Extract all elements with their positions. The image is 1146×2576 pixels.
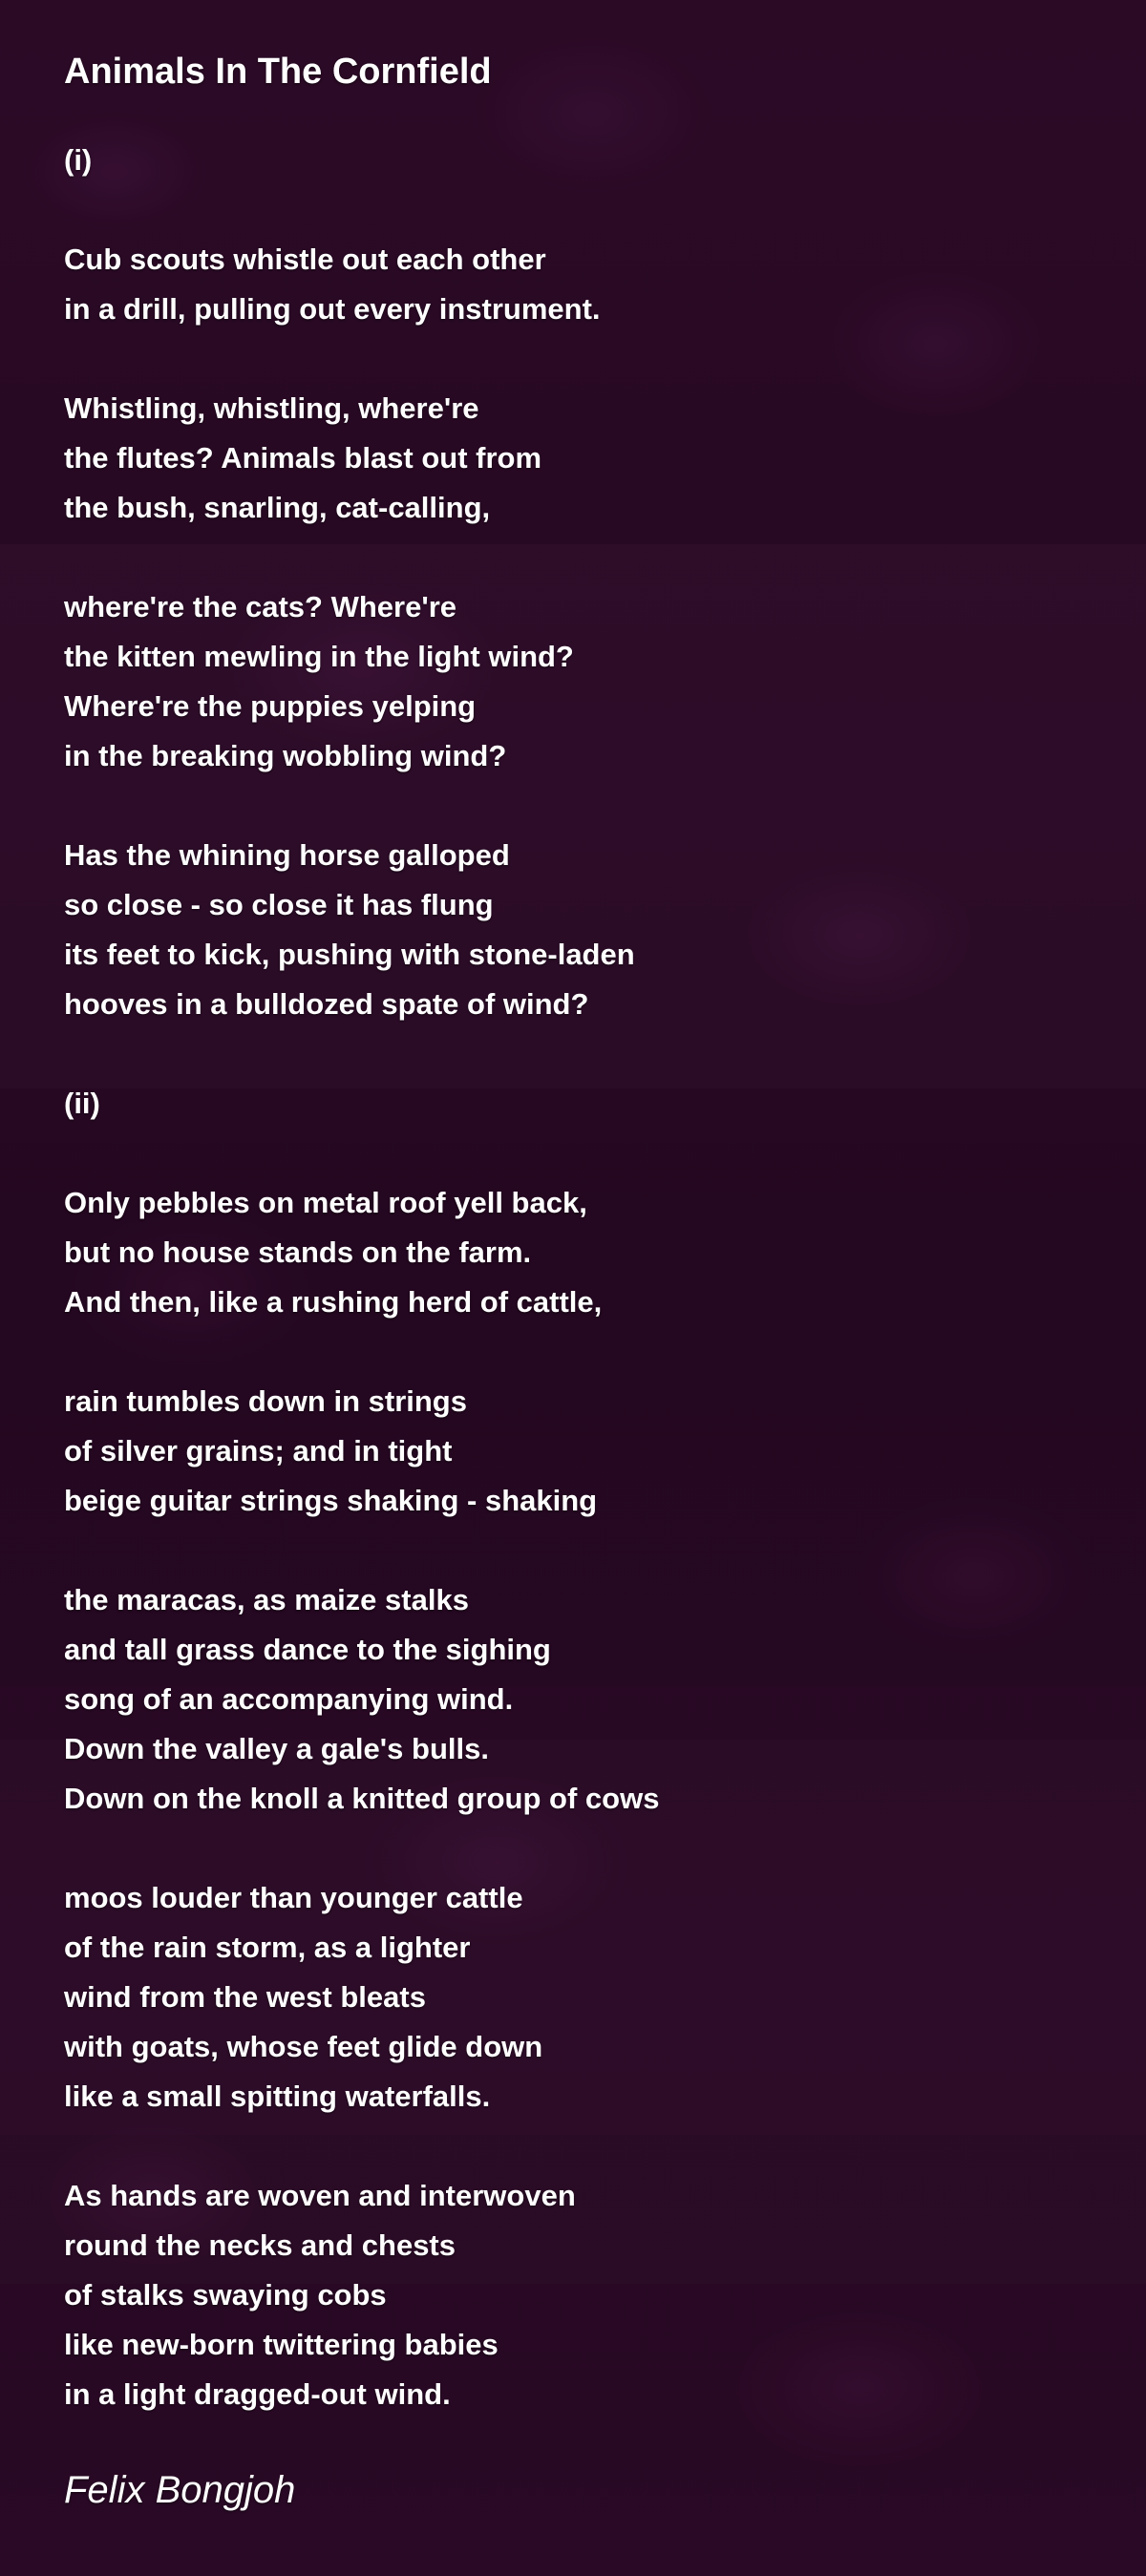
poem-line: beige guitar strings shaking - shaking	[64, 1484, 598, 1517]
poem-line: hooves in a bulldozed spate of wind?	[64, 987, 589, 1021]
poem-line: wind from the west bleats	[64, 1980, 426, 2014]
poem-line: the maracas, as maize stalks	[64, 1583, 469, 1616]
poem-line: like new-born twittering babies	[64, 2328, 499, 2361]
poem-line: in a drill, pulling out every instrument.	[64, 292, 601, 326]
stanza	[64, 1575, 1095, 1824]
poem-line: like a small spitting waterfalls.	[64, 2080, 491, 2113]
poem-line: where're the cats? Where're	[64, 590, 457, 623]
poem-title: Animals In The Cornfield	[64, 52, 492, 92]
poem-line: the flutes? Animals blast out from	[64, 441, 542, 475]
poem-line: in the breaking wobbling wind?	[64, 739, 507, 772]
poem-line: song of an accompanying wind.	[64, 1682, 514, 1716]
stanza	[64, 1377, 1095, 1526]
stanza	[64, 1873, 1095, 2122]
poem-line: Has the whining horse galloped	[64, 838, 510, 872]
poem-line: of silver grains; and in tight	[64, 1434, 453, 1467]
poem-line: Where're the puppies yelping	[64, 689, 477, 723]
poem-body	[64, 136, 1095, 2419]
poem-line: of stalks swaying cobs	[64, 2278, 387, 2312]
stanza	[64, 235, 1095, 334]
poem-line: the bush, snarling, cat-calling,	[64, 491, 491, 524]
poem-line: As hands are woven and interwoven	[64, 2179, 576, 2212]
poem-line: Down the valley a gale's bulls.	[64, 1732, 489, 1765]
poem-line: And then, like a rushing herd of cattle,	[64, 1285, 603, 1319]
stanza	[64, 1178, 1095, 1327]
poem-line: Cub scouts whistle out each other	[64, 243, 546, 276]
poem-line: (i)	[64, 143, 93, 177]
poem-line: rain tumbles down in strings	[64, 1384, 467, 1418]
poem-line: so close - so close it has flung	[64, 888, 494, 921]
poem-line: and tall grass dance to the sighing	[64, 1633, 551, 1666]
poem-line: the kitten mewling in the light wind?	[64, 640, 574, 673]
poem-line: but no house stands on the farm.	[64, 1235, 532, 1269]
stanza	[64, 136, 1095, 185]
poem-line: round the necks and chests	[64, 2228, 456, 2262]
poem-line: moos louder than younger cattle	[64, 1881, 523, 1914]
poem-line: Only pebbles on metal roof yell back,	[64, 1186, 587, 1219]
poem-line: of the rain storm, as a lighter	[64, 1931, 471, 1964]
poem-line: with goats, whose feet glide down	[64, 2030, 543, 2063]
poem-line: (ii)	[64, 1087, 100, 1120]
poem-line: in a light dragged-out wind.	[64, 2377, 451, 2411]
stanza	[64, 384, 1095, 533]
stanza	[64, 2171, 1095, 2419]
poem-author: Felix Bongjoh	[64, 2469, 296, 2511]
poem-line: Whistling, whistling, where're	[64, 391, 479, 425]
poem-line: Down on the knoll a knitted group of cows	[64, 1782, 660, 1815]
stanza	[64, 582, 1095, 781]
stanza	[64, 1079, 1095, 1129]
stanza	[64, 831, 1095, 1029]
poem-line: its feet to kick, pushing with stone-laden	[64, 938, 635, 971]
